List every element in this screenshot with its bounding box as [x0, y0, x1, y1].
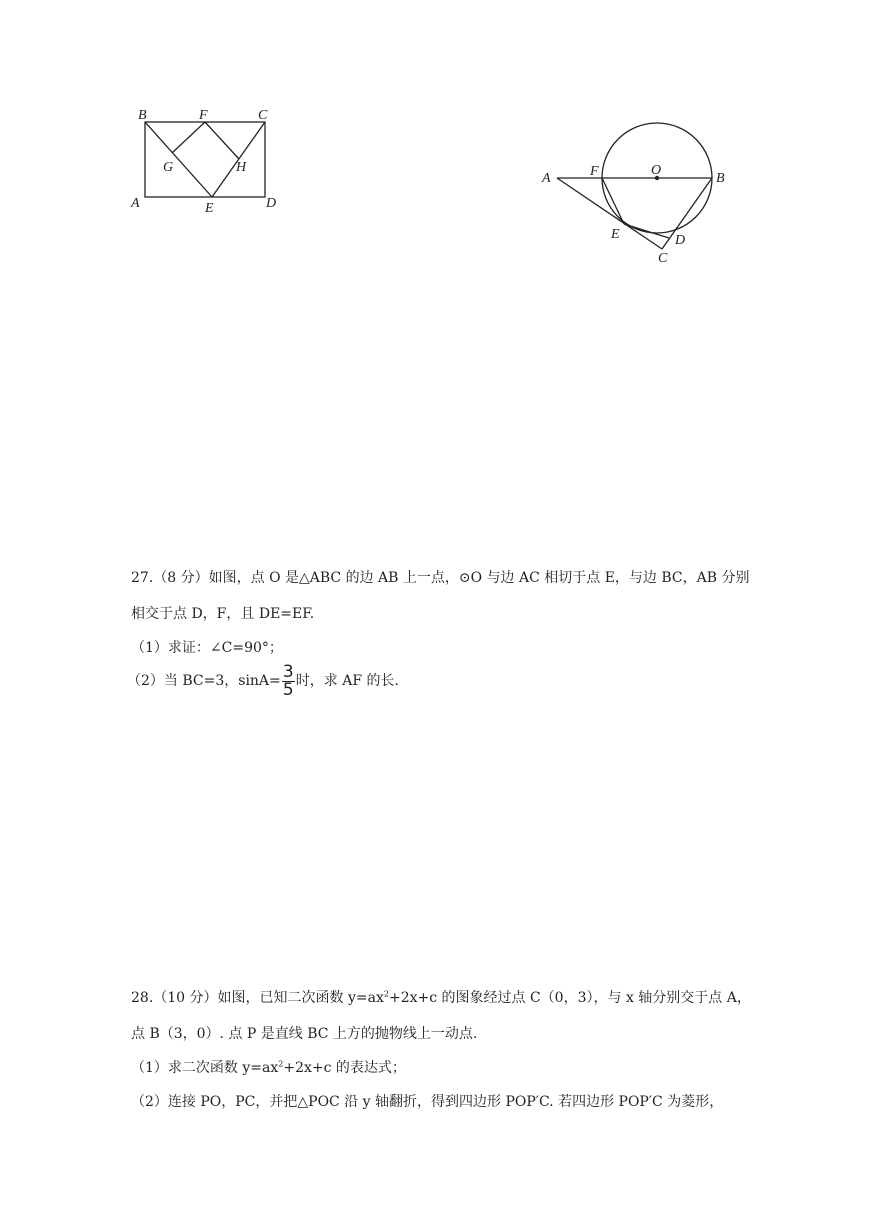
- q28-line-1-text-before: 28.（10 分）如图，已知二次函数 y=ax: [131, 990, 384, 1006]
- q27-part-2-text-after: 时，求 AF 的长.: [295, 673, 399, 689]
- segment-ac: [557, 178, 662, 249]
- fraction-denominator: 5: [282, 679, 294, 700]
- segment-ed: [624, 224, 669, 238]
- circle-figure: [535, 115, 735, 270]
- label-d: D: [266, 196, 277, 211]
- exponent: 2: [383, 989, 389, 999]
- label-b: B: [138, 108, 147, 123]
- label-f: F: [199, 108, 208, 123]
- q28-part-1: [131, 1057, 406, 1077]
- label-c: C: [658, 251, 668, 266]
- label-a: A: [131, 196, 140, 211]
- fraction-three-fifths: [282, 661, 295, 700]
- segment-fh: [205, 122, 239, 159]
- q27-line-2: 相交于点 D，F，且 DE=EF.: [131, 606, 315, 622]
- q27-part-2: [127, 663, 399, 699]
- q27-line-1: 27.（8 分）如图，点 O 是△ABC 的边 AB 上一点，⊙O 与边 AC 相切于点 E，与边 BC，AB 分别: [131, 570, 750, 586]
- segment-be: [145, 122, 212, 197]
- q28-line-2: 点 B（3，0）. 点 P 是直线 BC 上方的抛物线上一动点.: [131, 1026, 478, 1042]
- label-e: E: [611, 227, 620, 242]
- segment-fg: [172, 122, 205, 153]
- label-d: D: [675, 233, 686, 248]
- label-b: B: [716, 171, 725, 186]
- label-h: H: [236, 160, 247, 175]
- q28-part-2: （2）连接 PO，PC，并把△POC 沿 y 轴翻折，得到四边形 POP′C. 若四边形 POP′C 为菱形，: [131, 1094, 724, 1110]
- label-g: G: [163, 160, 174, 175]
- question-27: [127, 560, 791, 720]
- label-e: E: [205, 201, 214, 216]
- label-o: O: [651, 163, 662, 178]
- q27-part-1: （1）求证：∠C=90°；: [131, 640, 283, 656]
- label-a: A: [542, 171, 551, 186]
- segment-bc: [662, 178, 712, 249]
- q28-line-1-text-after: +2x+c 的图象经过点 C（0，3），与 x 轴分别交于点 A，: [388, 990, 751, 1006]
- fraction-numerator: 3: [282, 661, 294, 682]
- exponent: 2: [278, 1059, 284, 1069]
- q27-part-2-text-before: （2）当 BC=3，sinA=: [127, 673, 281, 689]
- q28-part-1-text-after: +2x+c 的表达式；: [283, 1060, 406, 1076]
- label-c: C: [258, 108, 268, 123]
- q28-part-1-text-before: （1）求二次函数 y=ax: [131, 1060, 279, 1076]
- q28-line-1: [131, 987, 751, 1007]
- question-28: [131, 980, 791, 1120]
- segment-fe: [602, 178, 624, 224]
- rectangle-figure: [125, 100, 295, 220]
- label-f: F: [590, 164, 599, 179]
